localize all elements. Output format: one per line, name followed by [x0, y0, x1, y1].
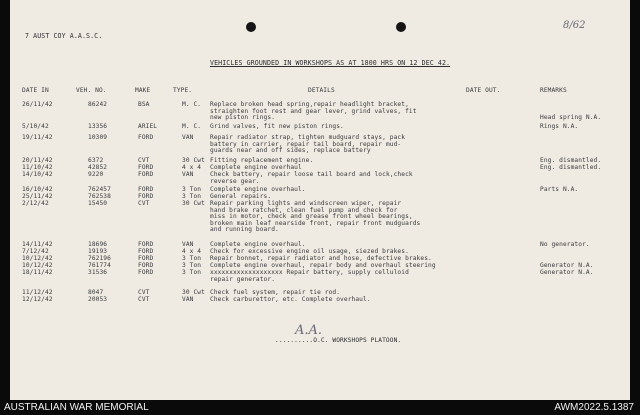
- cell-date: 11/12/42: [22, 289, 53, 296]
- cell-details: General repairs.: [210, 193, 272, 200]
- cell-type: 3 Ton: [182, 262, 202, 269]
- cell-details: new piston rings.: [210, 114, 276, 122]
- cell-type: 30 Cwt: [182, 289, 205, 296]
- cell-type: 3 Ton: [182, 186, 202, 193]
- cell-date: 2/12/42: [22, 200, 49, 207]
- cell-veh: 13356: [88, 123, 108, 130]
- cell-details: Check battery, repair loose tail board and lock,check: [210, 171, 413, 178]
- cell-details: xxxxxxxxxxxxxxxxxxx Repair battery, supply celluloid: [210, 269, 409, 276]
- page-mark: 8/62: [563, 20, 586, 31]
- cell-date: 25/11/42: [22, 193, 53, 200]
- cell-make: FORD: [138, 164, 154, 171]
- cell-make: CVT: [138, 289, 150, 296]
- cell-details: Complete engine overhaul: [210, 164, 302, 171]
- cell-make: FORD: [138, 171, 154, 178]
- cell-type: VAN: [182, 241, 194, 248]
- cell-veh: 10309: [88, 134, 108, 141]
- cell-remarks: Generator N.A.: [540, 262, 594, 269]
- cell-make: FORD: [138, 269, 154, 276]
- cell-veh: 18696: [88, 241, 108, 248]
- cell-make: CVT: [138, 157, 150, 164]
- footer-bar: [0, 400, 640, 415]
- unit-name: 7 AUST COY A.A.S.C.: [25, 32, 103, 40]
- cell-date: 18/11/42: [22, 269, 53, 276]
- cell-veh: 762538: [88, 193, 111, 200]
- cell-veh: 31536: [88, 269, 108, 276]
- cell-details: broken main leaf nearside front, repair front mudguards: [210, 219, 421, 227]
- cell-type: 3 Ton: [182, 193, 202, 200]
- cell-type: 3 Ton: [182, 255, 202, 262]
- cell-remarks: Rings N.A.: [540, 123, 579, 130]
- cell-date: 12/12/42: [22, 296, 53, 303]
- cell-date: 14/11/42: [22, 241, 53, 248]
- cell-veh: 86242: [88, 101, 108, 108]
- cell-make: FORD: [138, 248, 154, 255]
- cell-date: 5/10/42: [22, 123, 49, 130]
- cell-details: Check for excessive engine oil usage, siezed brakes.: [210, 248, 409, 255]
- cell-details: Repair parking lights and windscreen wiper, repair: [210, 200, 402, 207]
- cell-type: 30 Cwt: [182, 157, 205, 164]
- cell-details: Check carburettor, etc. Complete overhaul.: [210, 296, 371, 303]
- cell-remarks: No generator.: [540, 241, 590, 248]
- cell-details: Fitting replacement engine.: [210, 157, 314, 164]
- cell-details: Grind valves, fit new piston rings.: [210, 123, 344, 130]
- cell-make: CVT: [138, 200, 150, 207]
- cell-details: Complete engine overhaul.: [210, 241, 306, 248]
- document-page: [10, 0, 630, 400]
- cell-veh: 762457: [88, 186, 111, 193]
- cell-date: 20/11/42: [22, 157, 53, 164]
- cell-details: miss in motor, check and grease front wheel bearings,: [210, 213, 413, 221]
- cell-type: VAN: [182, 134, 194, 141]
- cell-date: 14/10/42: [22, 171, 53, 178]
- cell-date: 10/12/42: [22, 262, 53, 269]
- header-details: DETAILS: [308, 87, 335, 94]
- cell-date: 7/12/42: [22, 248, 49, 255]
- punch-hole: [246, 22, 256, 32]
- cell-details: reverse gear.: [210, 177, 260, 185]
- cell-make: FORD: [138, 262, 154, 269]
- cell-details: Complete engine overhaul.: [210, 186, 306, 193]
- cell-type: 4 x 4: [182, 164, 202, 171]
- cell-veh: 761774: [88, 262, 111, 269]
- cell-details: Repair radiator strap, tighten mudguard stays, pack: [210, 134, 406, 141]
- cell-make: FORD: [138, 186, 154, 193]
- cell-type: 3 Ton: [182, 269, 202, 276]
- cell-details: hand brake ratchet, clean fuel pump and check for: [210, 206, 398, 214]
- cell-make: FORD: [138, 255, 154, 262]
- cell-veh: 9220: [88, 171, 104, 178]
- cell-details: Replace broken head spring,repair headlight bracket,: [210, 101, 409, 108]
- cell-veh: 15450: [88, 200, 108, 207]
- header-date-in: DATE IN: [22, 87, 49, 94]
- cell-type: M. C.: [182, 101, 202, 108]
- cell-remarks: Eng. dismantled.: [540, 164, 602, 171]
- document-title: VEHICLES GROUNDED IN WORKSHOPS AS AT 1800 HRS ON 12 DEC 42.: [210, 59, 451, 67]
- cell-date: 19/11/42: [22, 134, 53, 141]
- cell-make: FORD: [138, 241, 154, 248]
- cell-remarks: Head spring N.A.: [540, 114, 602, 122]
- cell-veh: 42852: [88, 164, 108, 171]
- header-make: MAKE: [135, 87, 151, 94]
- cell-remarks: Parts N.A.: [540, 186, 579, 193]
- header-remarks: REMARKS: [540, 87, 567, 94]
- header-type: TYPE.: [173, 87, 193, 94]
- footer-accession: AWM2022.5.1387: [554, 402, 634, 413]
- footer-institution: AUSTRALIAN WAR MEMORIAL: [4, 402, 149, 413]
- cell-make: FORD: [138, 193, 154, 200]
- cell-make: ARIEL: [138, 123, 158, 130]
- sign-line: ..........O.C. WORKSHOPS PLATOON.: [275, 337, 402, 344]
- cell-type: M. C.: [182, 123, 202, 130]
- cell-date: 16/10/42: [22, 186, 53, 193]
- cell-details: straighten foot rest and gear lever, grind valves, fit: [210, 107, 417, 115]
- cell-details: and running board.: [210, 226, 279, 234]
- cell-veh: 8047: [88, 289, 104, 296]
- cell-veh: 762196: [88, 255, 111, 262]
- cell-remarks: Generator N.A.: [540, 269, 594, 276]
- header-date-out: DATE OUT.: [466, 87, 501, 94]
- cell-type: 30 Cwt: [182, 200, 205, 207]
- punch-hole: [396, 22, 406, 32]
- cell-veh: 19193: [88, 248, 108, 255]
- cell-remarks: Eng. dismantled.: [540, 157, 602, 164]
- cell-details: Complete engine overhaul, repair body and overhaul steering: [210, 262, 436, 269]
- cell-details: Check fuel system, repair tie rod.: [210, 289, 341, 296]
- cell-type: 4 x 4: [182, 248, 202, 255]
- cell-make: CVT: [138, 296, 150, 303]
- cell-details: repair generator.: [210, 275, 276, 283]
- cell-date: 26/11/42: [22, 101, 53, 108]
- cell-type: VAN: [182, 296, 194, 303]
- cell-veh: 6372: [88, 157, 104, 164]
- cell-make: BSA: [138, 101, 150, 108]
- header-veh-no: VEH. NO.: [76, 87, 107, 94]
- cell-date: 10/12/42: [22, 255, 53, 262]
- cell-details: Repair bonnet, repair radiator and hose, defective brakes.: [210, 255, 432, 262]
- cell-type: VAN: [182, 171, 194, 178]
- cell-details: guards near and off sides, replace battery: [210, 147, 371, 155]
- cell-details: battery in carrier, repair tail board, repair mud-: [210, 140, 402, 148]
- cell-date: 11/10/42: [22, 164, 53, 171]
- cell-veh: 20053: [88, 296, 108, 303]
- cell-make: FORD: [138, 134, 154, 141]
- signature: A.A.: [295, 323, 323, 338]
